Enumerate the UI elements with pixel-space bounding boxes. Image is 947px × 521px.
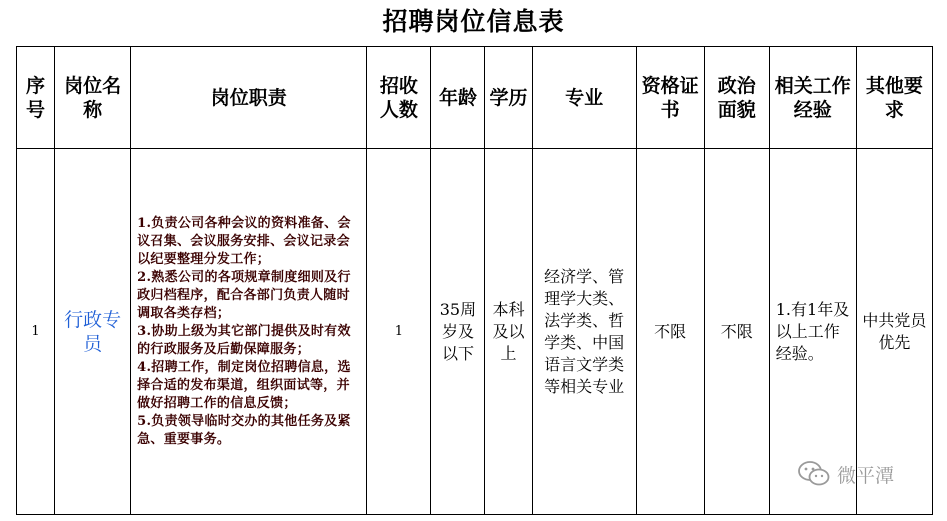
cell-other: 中共党员优先 xyxy=(856,149,932,515)
cell-duties xyxy=(131,149,367,515)
cell-education: 本科及以上 xyxy=(485,149,532,515)
cell-position: 行政专员 xyxy=(55,149,131,515)
duty-item: 5.负责领导临时交办的其他任务及紧急、重要事务。 xyxy=(137,413,351,447)
recruitment-table xyxy=(16,46,933,515)
header-duties: 岗位职责 xyxy=(131,47,367,149)
header-other: 其他要求 xyxy=(856,47,932,149)
watermark-text: 微平潭 xyxy=(837,464,895,487)
header-row xyxy=(17,47,933,149)
cell-headcount: 1 xyxy=(367,149,431,515)
duty-item: 3.协助上级为其它部门提供及时有效的行政服务及后勤保障服务； xyxy=(137,323,351,357)
cell-index: 1 xyxy=(17,149,55,515)
watermark xyxy=(797,460,894,488)
duty-item: 2.熟悉公司的各项规章制度细则及行政归档程序，配合各部门负责人随时调取各类存档； xyxy=(137,269,351,321)
header-experience: 相关工作经验 xyxy=(769,47,856,149)
page-title: 招聘岗位信息表 xyxy=(382,7,565,36)
header-position: 岗位名称 xyxy=(55,47,131,149)
header-major: 专业 xyxy=(532,47,636,149)
header-certificate: 资格证书 xyxy=(636,47,704,149)
cell-age: 35周岁及以下 xyxy=(431,149,485,515)
header-index: 序号 xyxy=(17,47,55,149)
table-row xyxy=(17,149,933,515)
cell-certificate: 不限 xyxy=(636,149,704,515)
duty-item: 4.招聘工作，制定岗位招聘信息，选择合适的发布渠道，组织面试等，并做好招聘工作的信息反馈； xyxy=(137,359,351,411)
header-education: 学历 xyxy=(485,47,532,149)
header-headcount: 招收人数 xyxy=(367,47,431,149)
cell-political: 不限 xyxy=(704,149,769,515)
wechat-icon xyxy=(797,460,831,488)
cell-experience: 1.有1年及以上工作经验。 xyxy=(769,149,856,515)
cell-major: 经济学、管理学大类、法学类、哲学类、中国语言文学类等相关专业 xyxy=(532,149,636,515)
header-political: 政治面貌 xyxy=(704,47,769,149)
duty-item: 1.负责公司各种会议的资料准备、会议召集、会议服务安排、会议记录会以纪要整理分发工作； xyxy=(137,215,351,267)
header-age: 年龄 xyxy=(431,47,485,149)
